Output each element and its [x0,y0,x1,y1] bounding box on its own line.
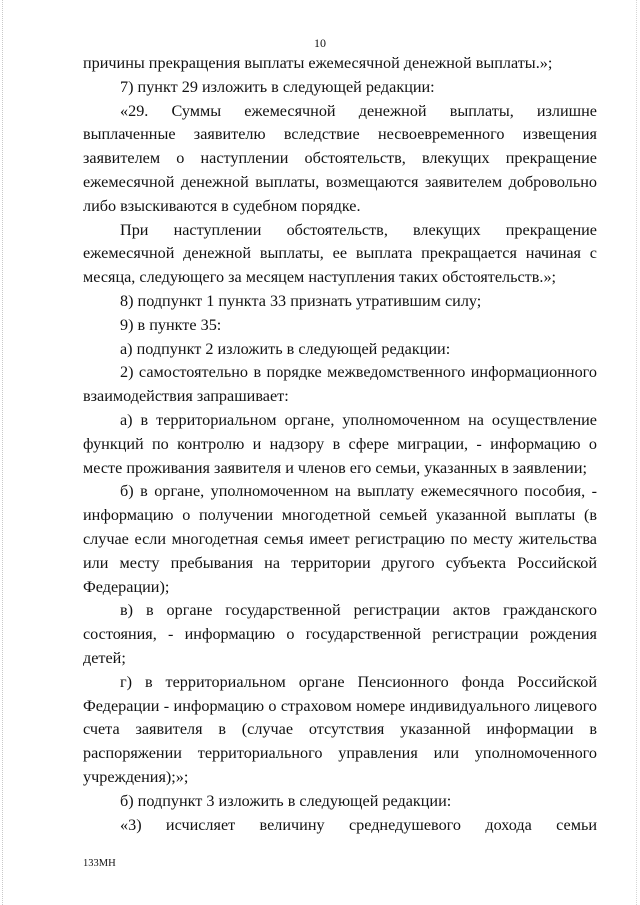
paragraph-subitem-a: а) подпункт 2 изложить в следующей редакции: [120,339,451,358]
page-number: 10 [314,36,326,50]
paragraph-subclause-3: «3) исчисляет величину среднедушевого дохода семьи [120,815,597,834]
scan-edge-left [2,0,4,905]
paragraph-subitem-b: б) подпункт 3 изложить в следующей редакции: [120,791,452,810]
paragraph-clause-29: «29. Суммы ежемесячной денежной выплаты, излишне выплаченные заявителю вследствие несвоевременного извещения заявителем о наступлении обстоятельств, влекущих прекращение ежемесячной денежной выплаты, возмещаются заявителем добровольно либо взыскиваются в судебном порядке. [83,101,597,215]
paragraph-request-v: в) в органе государственной регистрации актов гражданского состояния, - информацию о государственной регистрации рождения детей; [83,601,597,667]
paragraph-continuation: причины прекращения выплаты ежемесячной денежной выплаты.»; [83,54,553,72]
document-code: 133МН [83,858,116,869]
paragraph-clause-29-second: При наступлении обстоятельств, влекущих прекращение ежемесячной денежной выплаты, ее выплата прекращается начиная с месяца, следующего за месяцем наступления таких обстоятельств.»; [83,220,597,287]
paragraph-item-8: 8) подпункт 1 пункта 33 признать утратившим силу; [120,291,482,310]
paragraph-request-a: а) в территориальном органе, уполномоченном на осуществление функций по контролю и надзору в сфере миграции, - информацию о месте проживания заявителя и членов его семьи, указанных в заявлении; [83,410,597,477]
scan-edge-right [636,0,638,905]
document-body [83,52,597,837]
paragraph-subclause-2: 2) самостоятельно в порядке межведомственного информационного взаимодействия запрашивает: [83,363,597,406]
paragraph-request-g: г) в территориальном органе Пенсионного фонда Российской Федерации - информацию о страховом номере индивидуального лицевого счета заявителя в (случае отсутствия указанной информации в распоряжении территориального управления или уполномоченного учреждения);»; [83,672,597,786]
paragraph-request-b: б) в органе, уполномоченном на выплату ежемесячного пособия, - информацию о получении многодетной семьей указанной выплаты (в случае если многодетная семья имеет регистрацию по месту жительства или месту пребывания на территории другого субъекта Российской Федерации); [83,482,597,596]
paragraph-item-7: 7) пункт 29 изложить в следующей редакции: [120,77,435,96]
paragraph-item-9: 9) в пункте 35: [120,315,222,334]
